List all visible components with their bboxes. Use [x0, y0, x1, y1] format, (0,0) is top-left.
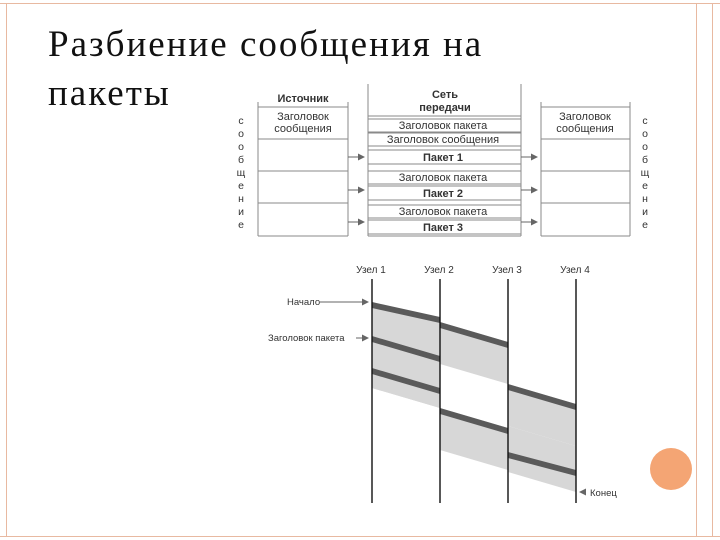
side-label-letter: е — [642, 180, 648, 192]
network-row-packet-header: Заголовок пакета — [398, 120, 488, 132]
network-row-packet-2: Пакет 2 — [422, 188, 464, 200]
slide-title-line-2: пакеты — [48, 73, 171, 114]
side-label-letter: б — [237, 154, 245, 166]
side-label-letter: н — [642, 193, 648, 205]
network-row-message-header: Заголовок сообщения — [386, 134, 500, 146]
side-label-letter: с — [642, 115, 648, 127]
side-label-letter: о — [238, 141, 244, 153]
network-header-line-1: Сеть — [431, 89, 459, 101]
side-label-letter: и — [642, 206, 648, 218]
network-row-packet-header: Заголовок пакета — [398, 172, 488, 184]
node-label-3: Узел 3 — [492, 265, 522, 276]
source-column — [258, 93, 348, 236]
source-message-header-line-2: сообщения — [274, 123, 332, 135]
node-label-2: Узел 2 — [424, 265, 454, 276]
slide-title-line-1: Разбиение сообщения на — [48, 24, 484, 65]
network-header-line-2: передачи — [419, 102, 471, 114]
side-label-letter: о — [238, 128, 244, 140]
side-label-letter: н — [238, 193, 244, 205]
destination-message-header-line-2: сообщения — [556, 123, 614, 135]
timing-diagram — [268, 265, 617, 503]
network-column — [368, 84, 521, 236]
side-label-letter: и — [238, 206, 244, 218]
end-label: Конец — [590, 488, 617, 499]
network-row-packet-header: Заголовок пакета — [398, 206, 488, 218]
side-label-letter: о — [642, 128, 648, 140]
side-label-letter: о — [642, 141, 648, 153]
side-label-letter: щ — [640, 167, 650, 179]
node-label-1: Узел 1 — [356, 265, 386, 276]
side-label-letter: с — [238, 115, 244, 127]
start-label: Начало — [287, 297, 321, 308]
side-label-letter: е — [642, 219, 648, 231]
node-label-4: Узел 4 — [560, 265, 590, 276]
source-side-label — [237, 115, 246, 231]
side-label-letter: б — [641, 154, 649, 166]
destination-side-label — [641, 115, 650, 231]
source-message-header-line-1: Заголовок — [277, 111, 329, 123]
destination-column — [541, 102, 630, 236]
destination-message-header-line-1: Заголовок — [559, 111, 611, 123]
network-row-packet-1: Пакет 1 — [422, 152, 464, 164]
side-label-letter: е — [238, 219, 244, 231]
side-label-letter: щ — [236, 167, 246, 179]
network-row-packet-3: Пакет 3 — [422, 222, 464, 234]
source-header: Источник — [277, 93, 329, 105]
side-label-letter: е — [238, 180, 244, 192]
packet-header-label: Заголовок пакета — [268, 333, 345, 344]
message-split-diagram — [237, 84, 650, 236]
